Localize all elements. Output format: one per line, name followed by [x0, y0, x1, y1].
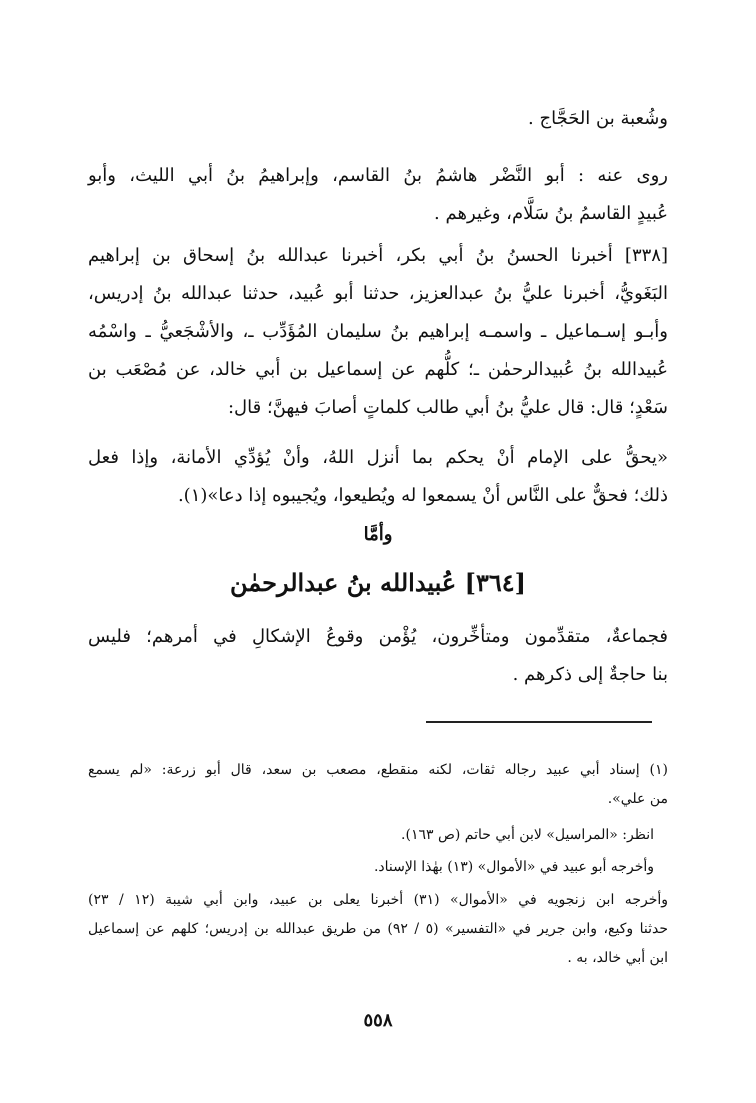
text-line: وشُعبة بن الحَجَّاج . [528, 108, 668, 129]
footnote-ref-marasil [88, 821, 668, 850]
footnote-1 [88, 756, 668, 814]
text-line: عُبيدالله بنُ عُبيدالرحمٰن ـ؛ كلُّهم عن إسماعيل بن أبي خالد، عن مُصْعَب بن [88, 359, 668, 380]
text-line: سَعْدٍ؛ قال: قال عليُّ بنُ أبي طالب كلماتٍ أصابَ فيهنَّ؛ قال: [227, 397, 668, 418]
text-line: بنا حاجةٌ إلى ذكرهم . [512, 664, 668, 685]
paragraph-entry-body [88, 618, 668, 694]
page-number: ٥٥٨ [363, 1010, 393, 1031]
footnote-line: (١) إسناد أبي عبيد رجاله ثقات، لكنه منقطع، مصعب بن سعد، قال أبو زرعة: «لم يسمع [88, 762, 668, 778]
text-line: ذلك؛ فحقٌّ على النَّاس أنْ يسمعوا له ويُطيعوا، ويُجيبوه إذا دعا»(١). [177, 485, 668, 506]
section-heading: [٣٦٤] عُبيدالله بنُ عبدالرحمٰن [230, 568, 526, 597]
text-line: وأبـو إسـماعيل ـ واسمـه إبراهيم بنُ سليمان المُؤَدِّب ـ، والأشْجَعيُّ ـ واسْمُه [88, 321, 668, 342]
footnote-line: ابن أبي خالد، به . [567, 950, 668, 966]
text-line: روى عنه : أبو النَّضْر هاشمُ بنُ القاسم، وإبراهيمُ بنُ أبي الليث، وأبو [88, 165, 668, 186]
text-line: [٣٣٨] أخبرنا الحسنُ بنُ أبي بكر، أخبرنا عبدالله بنُ إسحاق بن إبراهيم [88, 245, 668, 266]
footnote-ref-amwal [88, 853, 668, 882]
footnote-divider [426, 721, 652, 723]
footnote-line: من علي». [607, 791, 668, 807]
text-line: فجماعةٌ، متقدِّمون ومتأخِّرون، يُؤْمن وقوعُ الإشكالِ في أمرهم؛ فليس [88, 626, 668, 647]
text-line: «يحقُّ على الإمام أنْ يحكم بما أنزل اللهُ، وأنْ يُؤدِّي الأمانة، وإذا فعل [88, 447, 668, 468]
paragraph-hadith-text [88, 439, 668, 515]
footnote-ref-zanjawayh [88, 886, 668, 973]
footnote-line: وأخرجه أبو عبيد في «الأموال» (١٣) بهٰذا الإسناد. [373, 859, 654, 875]
paragraph-hadith-chain [88, 237, 668, 427]
text-line: عُبيدٍ القاسمُ بنُ سَلَّام، وغيرهم . [434, 203, 668, 224]
paragraph-transmitters [88, 157, 668, 233]
footnote-line: وأخرجه ابن زنجويه في «الأموال» (٣١) أخبرنا يعلى بن عبيد، وابن أبي شيبة (١٢ / ٢٣) [88, 892, 669, 908]
section-intro: وأمَّا [363, 524, 393, 545]
footnote-line: حدثنا وكيع، وابن جرير في «التفسير» (٥ / ٩٢) من طريق عبدالله بن إدريس؛ كلهم عن إسماعيل [88, 921, 668, 937]
footnote-line: انظر: «المراسيل» لابن أبي حاتم (ص ١٦٣). [401, 827, 654, 843]
paragraph-narrators [88, 100, 668, 138]
text-line: البَغَويُّ، أخبرنا عليُّ بنُ عبدالعزيز، حدثنا أبو عُبيد، حدثنا عبدالله بنُ إدريس، [88, 283, 668, 304]
